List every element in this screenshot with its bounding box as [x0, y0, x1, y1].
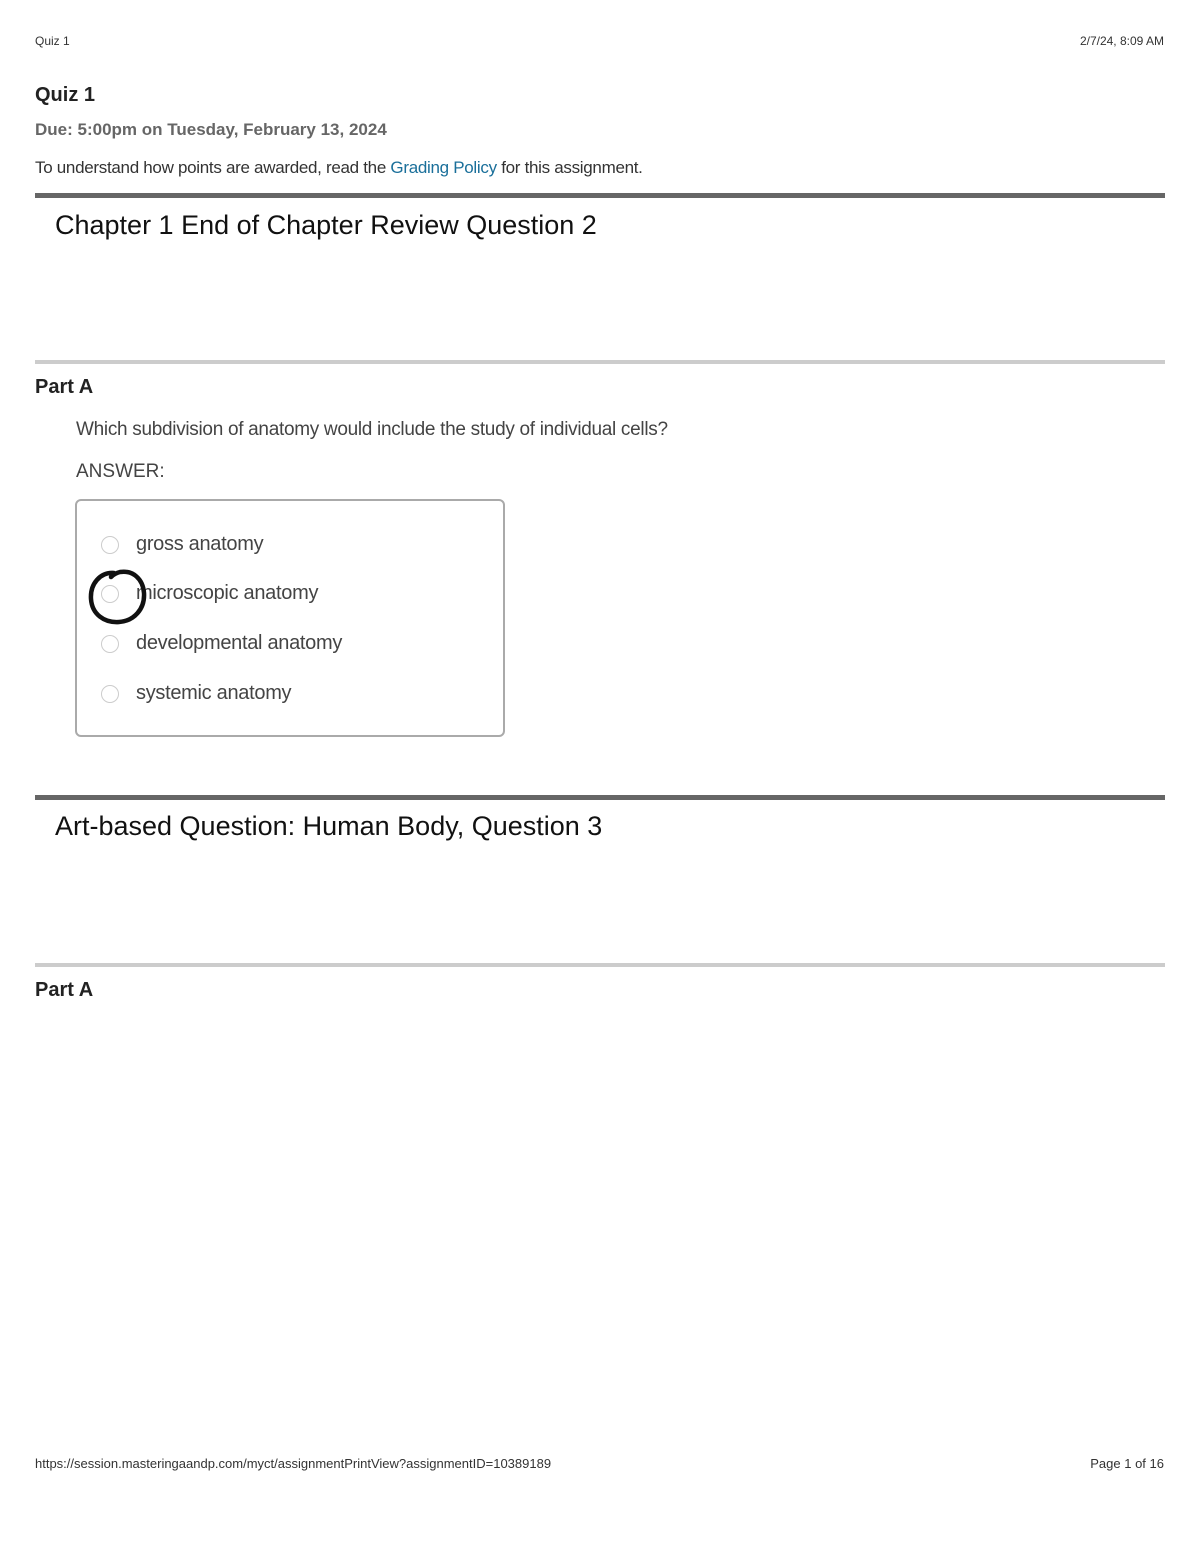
- answer-label: ANSWER:: [76, 461, 165, 482]
- policy-suffix: for this assignment.: [496, 158, 643, 177]
- policy-prefix: To understand how points are awarded, read the: [35, 158, 391, 177]
- print-header-date: 2/7/24, 8:09 AM: [1079, 34, 1164, 48]
- question-title: Art-based Question: Human Body, Question 3: [55, 811, 603, 841]
- due-date: Due: 5:00pm on Tuesday, February 13, 2024: [35, 120, 387, 139]
- part-divider: [35, 360, 1165, 364]
- question-title: Chapter 1 End of Chapter Review Question 2: [55, 210, 597, 240]
- radio-button[interactable]: [101, 635, 119, 653]
- footer-page-number: Page 1 of 16: [1090, 1456, 1164, 1471]
- choice-gross-anatomy[interactable]: [101, 533, 263, 556]
- radio-button[interactable]: [101, 685, 119, 703]
- choice-label: systemic anatomy: [136, 682, 292, 704]
- question-prompt: Which subdivision of anatomy would include the study of individual cells?: [76, 419, 668, 440]
- choice-developmental-anatomy[interactable]: [101, 632, 342, 655]
- question-divider: [35, 795, 1165, 800]
- grading-policy-link[interactable]: Grading Policy: [390, 158, 497, 177]
- radio-button[interactable]: [101, 536, 119, 554]
- question-divider: [35, 193, 1165, 198]
- footer-url: https://session.masteringaandp.com/myct/assignmentPrintView?assignmentID=10389189: [35, 1456, 552, 1471]
- part-divider: [35, 963, 1165, 967]
- choice-label: developmental anatomy: [136, 632, 343, 654]
- grading-policy-notice: [35, 158, 643, 178]
- part-label: Part A: [35, 376, 94, 398]
- print-header-title: Quiz 1: [35, 34, 70, 48]
- handwritten-circle-icon: [86, 568, 152, 628]
- quiz-title: Quiz 1: [35, 84, 96, 106]
- choice-systemic-anatomy[interactable]: [101, 682, 291, 705]
- choice-label: microscopic anatomy: [136, 582, 319, 604]
- choice-label: gross anatomy: [136, 533, 264, 555]
- part-label: Part A: [35, 979, 94, 1001]
